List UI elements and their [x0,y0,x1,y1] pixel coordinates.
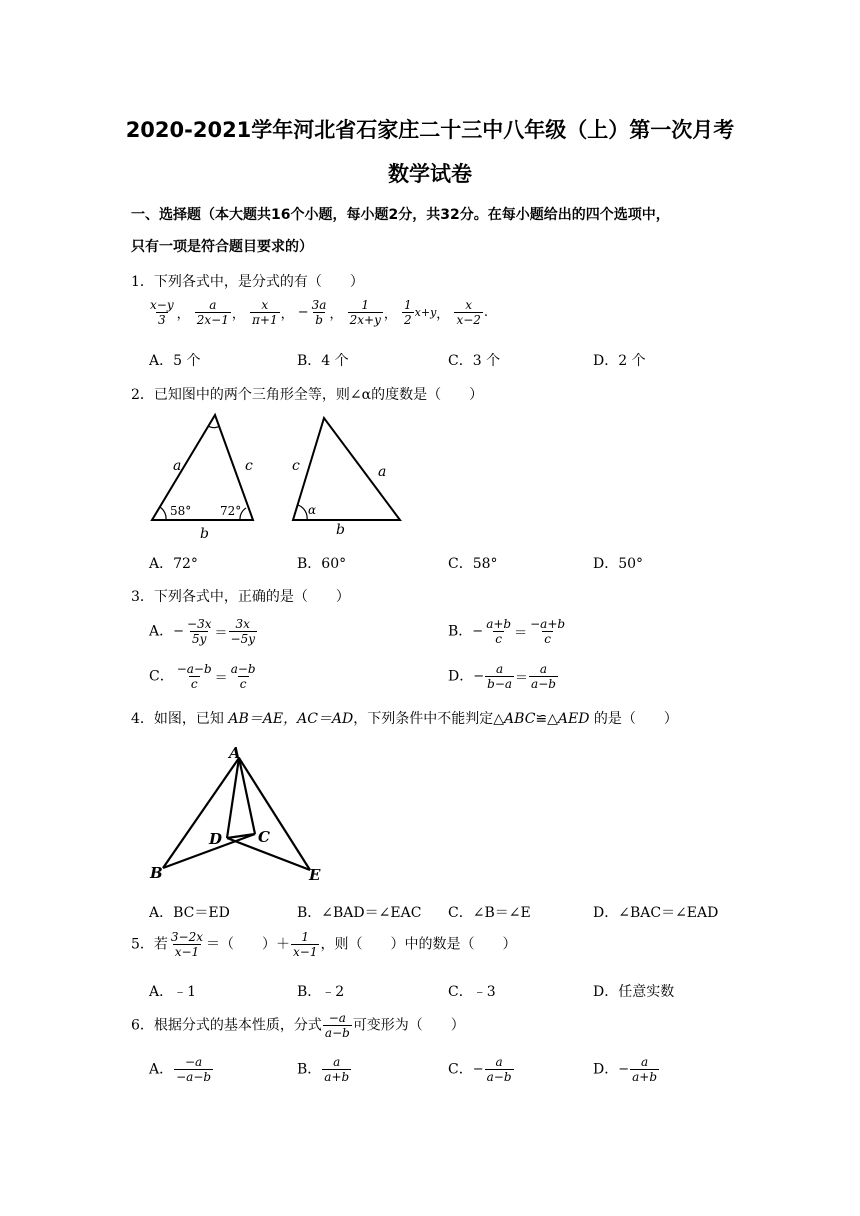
fraction: $\frac{x-y}{3}$ [150,298,174,327]
q6-option-b[interactable]: B． $\frac{a}{a+b}$ [297,1055,350,1084]
q5-option-c[interactable]: C．﹣3 [448,984,496,1000]
point-label-a: A [229,744,241,762]
question-3-stem: 3．下列各式中，正确的是（ ） [131,589,350,605]
triangles-figure [140,410,420,550]
side-label-c: c [245,458,253,474]
q1-option-d[interactable]: D．2 个 [593,353,646,369]
q1-option-c[interactable]: C．3 个 [448,353,501,369]
section-heading-line1: 一、选择题（本大题共16个小题，每小题2分，共32分。在每小题给出的四个选项中， [131,207,670,223]
q2-option-b[interactable]: B．60° [297,556,347,572]
fraction: $\frac{1}{2x+y}$ [349,298,381,327]
q3-option-a[interactable]: A．− $\frac{-3x}{5y}$ ＝ $\frac{3x}{-5y}$ [149,617,255,646]
q4-option-a[interactable]: A．BC＝ED [149,905,230,921]
triangle-figure-abe [145,742,335,887]
question-6-stem: 6．根据分式的基本性质，分式 $\frac{-a}{a-b}$ 可变形为（ ） [131,1011,465,1040]
angle-label-72: 72° [220,504,242,518]
q4-option-b[interactable]: B．∠BAD＝∠EAC [297,905,422,921]
page-title: 2020-2021学年河北省石家庄二十三中八年级（上）第一次月考 [125,118,735,142]
fraction: $\frac{x}{x-2}$ [456,298,481,327]
question-5-stem: 5．若 $\frac{3-2x}{x-1}$ ＝（ ）＋ $\frac{1}{x-1}$ ，则（ ）中的数是（ ） [131,930,517,959]
angle-label-alpha: α [308,503,317,517]
side-label-b: b [200,526,209,542]
q2-option-a[interactable]: A．72° [149,556,198,572]
side-label-b2: b [336,522,345,538]
q5-option-b[interactable]: B．﹣2 [297,984,345,1000]
q3-option-c[interactable]: C． $\frac{-a-b}{c}$ ＝ $\frac{a-b}{c}$ [149,662,256,691]
q6-option-c[interactable]: C．− $\frac{a}{a-b}$ [448,1055,512,1084]
q3-option-d[interactable]: D．− $\frac{a}{b-a}$ ＝ $\frac{a}{a-b}$ [448,662,556,691]
q1-option-a[interactable]: A．5 个 [149,353,201,369]
q2-option-c[interactable]: C．58° [448,556,498,572]
fraction: $\frac{x}{\pi+1}$ [252,298,278,327]
q2-option-d[interactable]: D．50° [593,556,644,572]
q6-option-a[interactable]: A． $\frac{-a}{-a-b}$ [149,1055,212,1084]
q6-option-d[interactable]: D．− $\frac{a}{a+b}$ [593,1055,658,1084]
q4-option-c[interactable]: C．∠B＝∠E [448,905,531,921]
fraction: $\frac{a}{2x-1}$ [196,298,229,327]
angle-arc [208,426,220,428]
point-label-e: E [309,866,321,884]
point-label-b: B [150,864,163,882]
angle-arc [298,505,307,520]
q1-option-b[interactable]: B．4 个 [297,353,349,369]
question-1-expressions: $\frac{x-y}{3}$ ， $\frac{a}{2x-1}$ ， $\frac{x}{\pi+1}$ ， − $\frac{3a}{b}$ ， $\frac{1}{2x+y}$ ， $\frac{1}{2}$ x+y， $\frac{x}{x-2}$ . [150,298,489,327]
page-subtitle: 数学试卷 [388,162,472,186]
side-label-c2: c [292,458,300,474]
point-label-d: D [209,830,223,848]
side-label-a: a [173,458,182,474]
q4-option-d[interactable]: D．∠BAC＝∠EAD [593,905,719,921]
section-heading-line2: 只有一项是符合题目要求的） [131,239,313,255]
q3-option-b[interactable]: B．− $\frac{a+b}{c}$ ＝ $\frac{-a+b}{c}$ [448,617,566,646]
q5-option-d[interactable]: D．任意实数 [593,984,675,1000]
fraction: $\frac{1}{2}$ [404,298,412,327]
question-4-stem: 4．如图，已知 AB＝AE，AC＝AD，下列条件中不能判定△ABC≌△AED 的是（ ） [131,711,678,727]
side-label-a2: a [378,464,387,480]
angle-arc [160,507,166,520]
q5-option-a[interactable]: A．﹣1 [149,984,197,1000]
fraction: $\frac{3a}{b}$ [311,298,327,327]
question-2-stem: 2．已知图中的两个三角形全等，则∠α的度数是（ ） [131,387,484,403]
question-1-stem: 1．下列各式中，是分式的有（ ） [131,274,364,290]
point-label-c: C [258,828,270,846]
angle-label-58: 58° [170,504,192,518]
